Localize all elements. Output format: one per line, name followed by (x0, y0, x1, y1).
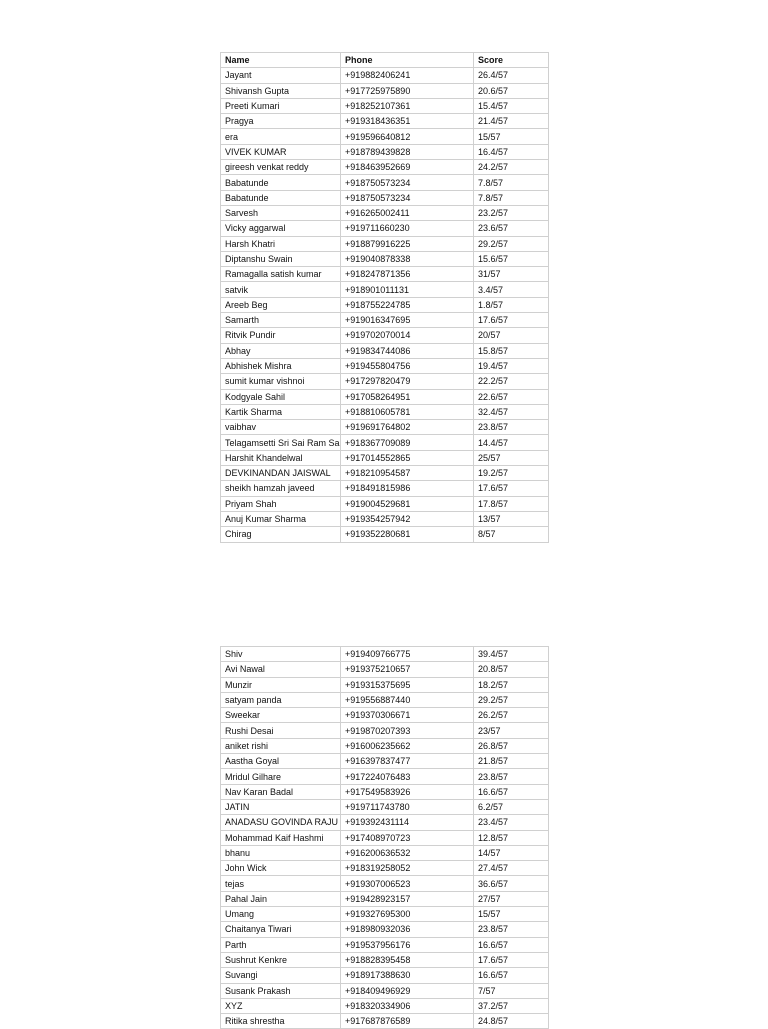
table-row (221, 481, 549, 496)
score-table-1 (220, 52, 549, 543)
phone-cell: +919327695300 (341, 907, 474, 922)
phone-cell: +917297820479 (341, 374, 474, 389)
name-cell: Preeti Kumari (221, 98, 341, 113)
phone-cell: +919352280681 (341, 527, 474, 542)
name-cell: Harsh Khatri (221, 236, 341, 251)
name-cell: Umang (221, 907, 341, 922)
table-row (221, 435, 549, 450)
name-cell: VIVEK KUMAR (221, 144, 341, 159)
score-cell: 24.8/57 (474, 1014, 549, 1029)
phone-cell: +917408970723 (341, 830, 474, 845)
name-cell: DEVKINANDAN JAISWAL (221, 466, 341, 481)
table-row (221, 175, 549, 190)
name-cell: ANADASU GOVINDA RAJU (221, 815, 341, 830)
table-row (221, 389, 549, 404)
table-row (221, 282, 549, 297)
score-cell: 32.4/57 (474, 404, 549, 419)
name-cell: Harshit Khandelwal (221, 450, 341, 465)
table-row (221, 313, 549, 328)
table-row (221, 723, 549, 738)
score-cell: 7.8/57 (474, 190, 549, 205)
phone-cell: +919556887440 (341, 692, 474, 707)
phone-cell: +917224076483 (341, 769, 474, 784)
table-row (221, 83, 549, 98)
score-cell: 17.6/57 (474, 481, 549, 496)
table-row (221, 769, 549, 784)
table-row (221, 68, 549, 83)
phone-cell: +918810605781 (341, 404, 474, 419)
phone-cell: +918247871356 (341, 267, 474, 282)
score-cell: 37.2/57 (474, 998, 549, 1013)
phone-cell: +918750573234 (341, 190, 474, 205)
table-row (221, 328, 549, 343)
table-row (221, 297, 549, 312)
phone-cell: +918789439828 (341, 144, 474, 159)
table-row (221, 708, 549, 723)
phone-cell: +917549583926 (341, 784, 474, 799)
phone-cell: +919375210657 (341, 662, 474, 677)
table-row (221, 205, 549, 220)
score-cell: 22.2/57 (474, 374, 549, 389)
name-cell: era (221, 129, 341, 144)
score-cell: 31/57 (474, 267, 549, 282)
table-row (221, 358, 549, 373)
score-cell: 15/57 (474, 907, 549, 922)
name-cell: John Wick (221, 861, 341, 876)
phone-cell: +918210954587 (341, 466, 474, 481)
name-cell: Pragya (221, 114, 341, 129)
phone-cell: +917725975890 (341, 83, 474, 98)
table-row (221, 968, 549, 983)
phone-cell: +918409496929 (341, 983, 474, 998)
name-cell: Shivansh Gupta (221, 83, 341, 98)
score-cell: 17.8/57 (474, 496, 549, 511)
name-cell: gireesh venkat reddy (221, 160, 341, 175)
table-row (221, 236, 549, 251)
table-row (221, 692, 549, 707)
phone-cell: +919870207393 (341, 723, 474, 738)
phone-cell: +916006235662 (341, 738, 474, 753)
score-cell: 8/57 (474, 527, 549, 542)
score-cell: 26.2/57 (474, 708, 549, 723)
phone-cell: +919004529681 (341, 496, 474, 511)
score-cell: 17.6/57 (474, 952, 549, 967)
phone-cell: +918319258052 (341, 861, 474, 876)
name-cell: Priyam Shah (221, 496, 341, 511)
name-cell: Aastha Goyal (221, 754, 341, 769)
phone-cell: +918879916225 (341, 236, 474, 251)
score-cell: 7.8/57 (474, 175, 549, 190)
score-cell: 22.6/57 (474, 389, 549, 404)
name-cell: Kartik Sharma (221, 404, 341, 419)
score-column-header: Score (474, 53, 549, 68)
name-cell: Sarvesh (221, 205, 341, 220)
score-cell: 23.6/57 (474, 221, 549, 236)
phone-cell: +918917388630 (341, 968, 474, 983)
name-cell: bhanu (221, 845, 341, 860)
table-row (221, 998, 549, 1013)
table-row (221, 845, 549, 860)
name-cell: Suvangi (221, 968, 341, 983)
name-cell: Rushi Desai (221, 723, 341, 738)
score-cell: 14.4/57 (474, 435, 549, 450)
phone-cell: +918980932036 (341, 922, 474, 937)
table-row (221, 784, 549, 799)
score-cell: 26.8/57 (474, 738, 549, 753)
score-table-2 (220, 646, 549, 1029)
score-cell: 36.6/57 (474, 876, 549, 891)
table-row (221, 190, 549, 205)
phone-cell: +919691764802 (341, 420, 474, 435)
phone-cell: +919834744086 (341, 343, 474, 358)
table-row (221, 144, 549, 159)
name-cell: Shiv (221, 647, 341, 662)
name-column-header: Name (221, 53, 341, 68)
score-cell: 1.8/57 (474, 297, 549, 312)
table-row (221, 343, 549, 358)
phone-cell: +919370306671 (341, 708, 474, 723)
name-cell: Abhishek Mishra (221, 358, 341, 373)
phone-cell: +917687876589 (341, 1014, 474, 1029)
score-cell: 12.8/57 (474, 830, 549, 845)
phone-cell: +919307006523 (341, 876, 474, 891)
score-cell: 27.4/57 (474, 861, 549, 876)
table-row (221, 466, 549, 481)
table-row (221, 799, 549, 814)
score-cell: 23.2/57 (474, 205, 549, 220)
table-row (221, 937, 549, 952)
phone-cell: +919016347695 (341, 313, 474, 328)
score-cell: 18.2/57 (474, 677, 549, 692)
table-row (221, 496, 549, 511)
score-cell: 16.6/57 (474, 784, 549, 799)
phone-cell: +918491815986 (341, 481, 474, 496)
score-cell: 16.6/57 (474, 937, 549, 952)
name-cell: aniket rishi (221, 738, 341, 753)
name-cell: Mridul Gilhare (221, 769, 341, 784)
score-cell: 24.2/57 (474, 160, 549, 175)
table-row (221, 907, 549, 922)
name-cell: satvik (221, 282, 341, 297)
name-cell: Babatunde (221, 190, 341, 205)
table-row (221, 983, 549, 998)
table-row (221, 450, 549, 465)
score-cell: 15.6/57 (474, 251, 549, 266)
table-row (221, 876, 549, 891)
score-cell: 15.4/57 (474, 98, 549, 113)
phone-cell: +918750573234 (341, 175, 474, 190)
table-row (221, 160, 549, 175)
name-cell: Ramagalla satish kumar (221, 267, 341, 282)
name-cell: sheikh hamzah javeed (221, 481, 341, 496)
table-row (221, 815, 549, 830)
name-cell: Jayant (221, 68, 341, 83)
phone-column-header: Phone (341, 53, 474, 68)
name-cell: JATIN (221, 799, 341, 814)
name-cell: Ritvik Pundir (221, 328, 341, 343)
score-cell: 23.8/57 (474, 420, 549, 435)
phone-cell: +918320334906 (341, 998, 474, 1013)
score-cell: 23.8/57 (474, 769, 549, 784)
score-cell: 16.6/57 (474, 968, 549, 983)
name-cell: Telagamsetti Sri Sai Ram Sa (221, 435, 341, 450)
name-cell: Parth (221, 937, 341, 952)
name-cell: Chirag (221, 527, 341, 542)
score-cell: 15/57 (474, 129, 549, 144)
table-row (221, 738, 549, 753)
score-cell: 29.2/57 (474, 692, 549, 707)
table-row (221, 647, 549, 662)
score-cell: 15.8/57 (474, 343, 549, 358)
phone-cell: +917058264951 (341, 389, 474, 404)
name-cell: Chaitanya Tiwari (221, 922, 341, 937)
name-cell: Babatunde (221, 175, 341, 190)
table-row (221, 129, 549, 144)
phone-cell: +919040878338 (341, 251, 474, 266)
score-cell: 20/57 (474, 328, 549, 343)
phone-cell: +919596640812 (341, 129, 474, 144)
phone-cell: +916397837477 (341, 754, 474, 769)
score-cell: 21.4/57 (474, 114, 549, 129)
phone-cell: +916265002411 (341, 205, 474, 220)
phone-cell: +919882406241 (341, 68, 474, 83)
score-cell: 13/57 (474, 511, 549, 526)
table-row (221, 511, 549, 526)
phone-cell: +917014552865 (341, 450, 474, 465)
name-cell: tejas (221, 876, 341, 891)
table-row (221, 861, 549, 876)
table-row (221, 420, 549, 435)
table-row (221, 221, 549, 236)
name-cell: vaibhav (221, 420, 341, 435)
name-cell: Ritika shrestha (221, 1014, 341, 1029)
phone-cell: +919702070014 (341, 328, 474, 343)
table-row (221, 527, 549, 542)
phone-cell: +918755224785 (341, 297, 474, 312)
score-cell: 23/57 (474, 723, 549, 738)
name-cell: Sushrut Kenkre (221, 952, 341, 967)
table-row (221, 98, 549, 113)
phone-cell: +916200636532 (341, 845, 474, 860)
table-row (221, 677, 549, 692)
name-cell: Vicky aggarwal (221, 221, 341, 236)
phone-cell: +919711743780 (341, 799, 474, 814)
score-cell: 19.2/57 (474, 466, 549, 481)
score-cell: 27/57 (474, 891, 549, 906)
table-row (221, 891, 549, 906)
table-row (221, 251, 549, 266)
phone-cell: +919315375695 (341, 677, 474, 692)
phone-cell: +919318436351 (341, 114, 474, 129)
name-cell: Susank Prakash (221, 983, 341, 998)
phone-cell: +919409766775 (341, 647, 474, 662)
table-row (221, 662, 549, 677)
table-row (221, 830, 549, 845)
phone-cell: +919354257942 (341, 511, 474, 526)
score-cell: 26.4/57 (474, 68, 549, 83)
phone-cell: +918463952669 (341, 160, 474, 175)
name-cell: sumit kumar vishnoi (221, 374, 341, 389)
name-cell: Pahal Jain (221, 891, 341, 906)
table-row (221, 754, 549, 769)
name-cell: Avi Nawal (221, 662, 341, 677)
name-cell: Anuj Kumar Sharma (221, 511, 341, 526)
table-row (221, 1014, 549, 1029)
score-cell: 3.4/57 (474, 282, 549, 297)
score-cell: 16.4/57 (474, 144, 549, 159)
score-cell: 39.4/57 (474, 647, 549, 662)
score-cell: 20.8/57 (474, 662, 549, 677)
score-cell: 14/57 (474, 845, 549, 860)
name-cell: XYZ (221, 998, 341, 1013)
score-cell: 17.6/57 (474, 313, 549, 328)
phone-cell: +918901011131 (341, 282, 474, 297)
name-cell: Munzir (221, 677, 341, 692)
phone-cell: +918367709089 (341, 435, 474, 450)
name-cell: satyam panda (221, 692, 341, 707)
name-cell: Areeb Beg (221, 297, 341, 312)
name-cell: Samarth (221, 313, 341, 328)
table-row (221, 404, 549, 419)
table-row (221, 114, 549, 129)
score-cell: 23.4/57 (474, 815, 549, 830)
phone-cell: +918828395458 (341, 952, 474, 967)
name-cell: Abhay (221, 343, 341, 358)
table-row (221, 922, 549, 937)
score-cell: 21.8/57 (474, 754, 549, 769)
phone-cell: +919455804756 (341, 358, 474, 373)
phone-cell: +919428923157 (341, 891, 474, 906)
phone-cell: +919392431114 (341, 815, 474, 830)
phone-cell: +919711660230 (341, 221, 474, 236)
phone-cell: +919537956176 (341, 937, 474, 952)
score-cell: 19.4/57 (474, 358, 549, 373)
score-cell: 7/57 (474, 983, 549, 998)
score-cell: 25/57 (474, 450, 549, 465)
name-cell: Mohammad Kaif Hashmi (221, 830, 341, 845)
score-cell: 6.2/57 (474, 799, 549, 814)
score-cell: 29.2/57 (474, 236, 549, 251)
score-cell: 23.8/57 (474, 922, 549, 937)
name-cell: Nav Karan Badal (221, 784, 341, 799)
name-cell: Diptanshu Swain (221, 251, 341, 266)
score-cell: 20.6/57 (474, 83, 549, 98)
phone-cell: +918252107361 (341, 98, 474, 113)
name-cell: Sweekar (221, 708, 341, 723)
name-cell: Kodgyale Sahil (221, 389, 341, 404)
header-row (221, 53, 549, 68)
table-row (221, 374, 549, 389)
table-row (221, 267, 549, 282)
table-row (221, 952, 549, 967)
